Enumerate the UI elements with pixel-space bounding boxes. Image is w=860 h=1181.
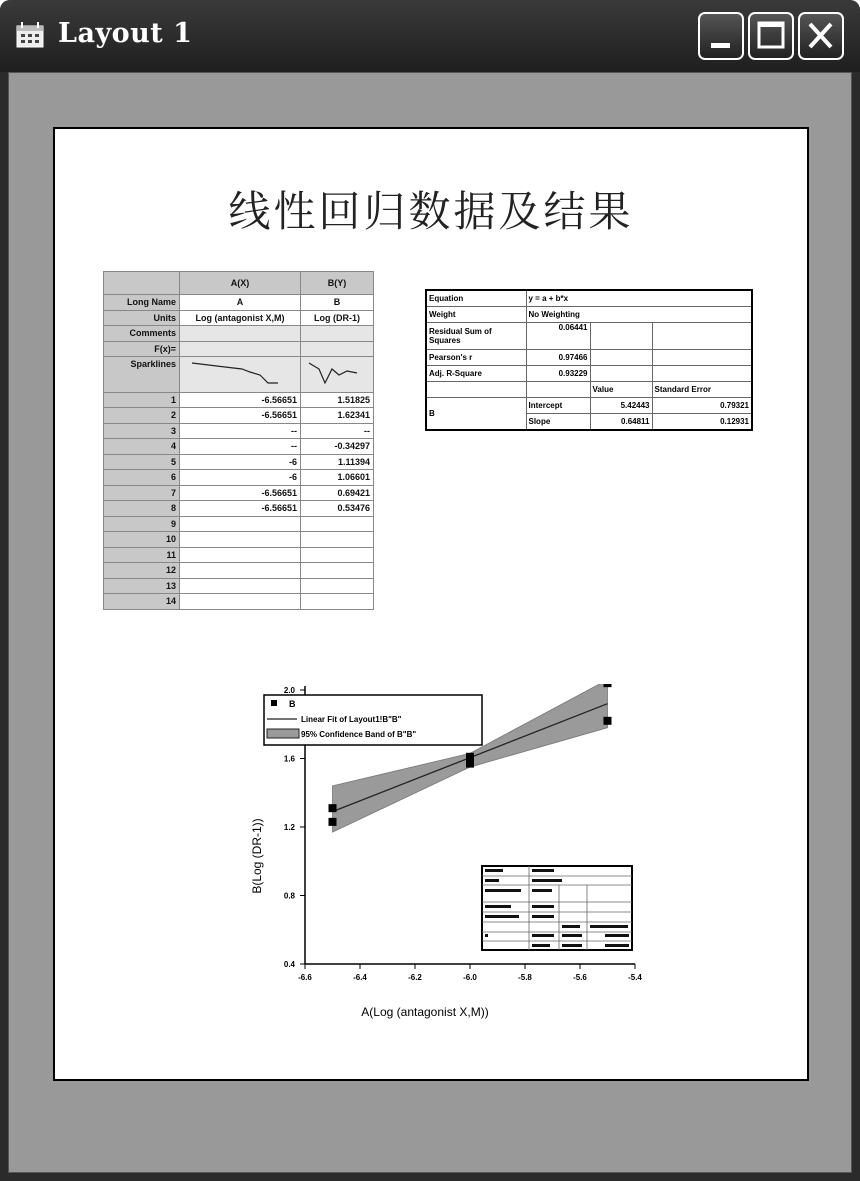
- layout-page[interactable]: [53, 127, 809, 1081]
- data-point: [604, 684, 612, 687]
- fx-row: [104, 341, 374, 357]
- empty-cell: [652, 323, 752, 350]
- cell-a[interactable]: -6: [180, 470, 301, 486]
- row-label: Sparklines: [104, 357, 180, 393]
- legend-item-points: B: [289, 699, 296, 709]
- table-row: [104, 485, 374, 501]
- sparkline-a: [180, 357, 300, 387]
- table-row: [426, 350, 752, 366]
- minimize-icon: [700, 14, 742, 58]
- x-tick-label: -6.2: [408, 973, 422, 982]
- cell-a[interactable]: -6.56651: [180, 485, 301, 501]
- row-label: Long Name: [104, 295, 180, 311]
- label-cell: Slope: [526, 414, 590, 431]
- sparklines-row: [104, 357, 374, 393]
- cell-b[interactable]: [301, 547, 374, 563]
- table-row: [104, 563, 374, 579]
- row-number[interactable]: 12: [104, 563, 180, 579]
- row-label: F(x)=: [104, 341, 180, 357]
- legend-point-symbol: [271, 700, 277, 706]
- header-cell: Standard Error: [652, 382, 752, 398]
- sparkline-cell: [180, 357, 301, 393]
- row-number[interactable]: 13: [104, 578, 180, 594]
- cell-a[interactable]: [180, 594, 301, 610]
- row-number[interactable]: 5: [104, 454, 180, 470]
- data-point: [466, 760, 474, 768]
- y-axis-label: B(Log (DR-1)): [250, 818, 264, 894]
- legend-band-symbol: [267, 729, 299, 738]
- data-point: [329, 818, 337, 826]
- row-number[interactable]: 14: [104, 594, 180, 610]
- row-number[interactable]: 11: [104, 547, 180, 563]
- cell: [301, 326, 374, 342]
- cell-b[interactable]: 1.51825: [301, 392, 374, 408]
- label-cell: Equation: [426, 290, 526, 307]
- value-cell: 0.64811: [590, 414, 652, 431]
- empty-cell: [426, 382, 526, 398]
- y-tick-label: 0.8: [283, 891, 295, 901]
- empty-cell: [652, 350, 752, 366]
- value-cell: 0.79321: [652, 398, 752, 414]
- row-number[interactable]: 9: [104, 516, 180, 532]
- table-row: [426, 366, 752, 382]
- row-number[interactable]: 7: [104, 485, 180, 501]
- cell: Log (antagonist X,M): [180, 310, 301, 326]
- cell: [180, 326, 301, 342]
- label-cell: Weight: [426, 307, 526, 323]
- cell-a[interactable]: -6.56651: [180, 501, 301, 517]
- maximize-button[interactable]: [748, 12, 794, 60]
- empty-cell: [590, 350, 652, 366]
- table-row: [426, 290, 752, 307]
- cell-b[interactable]: 0.69421: [301, 485, 374, 501]
- cell-a[interactable]: [180, 547, 301, 563]
- row-label: Units: [104, 310, 180, 326]
- x-tick-label: -5.8: [518, 973, 532, 982]
- label-cell: Pearson's r: [426, 350, 526, 366]
- cell-a[interactable]: [180, 578, 301, 594]
- table-row: [426, 382, 752, 398]
- title-bar[interactable]: [0, 0, 860, 72]
- y-tick-label: 2.0: [283, 686, 295, 695]
- table-row: [104, 408, 374, 424]
- table-row: [104, 454, 374, 470]
- row-number[interactable]: 8: [104, 501, 180, 517]
- row-number[interactable]: 4: [104, 439, 180, 455]
- cell: [301, 341, 374, 357]
- worksheet-image[interactable]: [103, 271, 373, 625]
- table-row: [104, 439, 374, 455]
- row-number[interactable]: 3: [104, 423, 180, 439]
- x-axis-label: A(Log (antagonist X,M)): [361, 1005, 489, 1019]
- row-number[interactable]: 6: [104, 470, 180, 486]
- table-row: [104, 423, 374, 439]
- long-name-row: [104, 295, 374, 311]
- table-row: [104, 470, 374, 486]
- column-header-b: B(Y): [301, 272, 374, 295]
- corner-cell: [104, 272, 180, 295]
- close-icon: [800, 14, 842, 58]
- cell: Log (DR-1): [301, 310, 374, 326]
- graph-legend: [264, 695, 482, 745]
- param-cell: B: [426, 398, 526, 431]
- label-cell: Residual Sum of Squares: [426, 323, 526, 350]
- cell-b[interactable]: 0.53476: [301, 501, 374, 517]
- window-title: Layout 1: [58, 18, 193, 49]
- empty-cell: [590, 366, 652, 382]
- y-tick-label: 0.4: [283, 960, 295, 969]
- value-cell: y = a + b*x: [526, 290, 752, 307]
- row-label: Comments: [104, 326, 180, 342]
- cell-a[interactable]: [180, 532, 301, 548]
- cell-b[interactable]: [301, 578, 374, 594]
- value-cell: 5.42443: [590, 398, 652, 414]
- value-cell: 0.97466: [526, 350, 590, 366]
- sparkline-cell: [301, 357, 374, 393]
- y-tick-label: 1.6: [283, 754, 295, 764]
- cell-a[interactable]: --: [180, 423, 301, 439]
- cell-b[interactable]: [301, 516, 374, 532]
- column-header-row: [104, 272, 374, 295]
- cell-a[interactable]: [180, 516, 301, 532]
- table-row: [104, 392, 374, 408]
- x-tick-label: -6.6: [298, 973, 312, 982]
- table-row: [426, 323, 752, 350]
- x-tick-label: -6.4: [353, 973, 367, 982]
- regression-graph[interactable]: [195, 684, 655, 1024]
- row-number[interactable]: 2: [104, 408, 180, 424]
- page-title: 线性回归数据及结果: [228, 187, 634, 236]
- table-row: [426, 307, 752, 323]
- cell: A: [180, 295, 301, 311]
- header-cell: Value: [590, 382, 652, 398]
- cell-b[interactable]: 1.11394: [301, 454, 374, 470]
- legend-item-band: 95% Confidence Band of B"B": [301, 730, 417, 739]
- empty-cell: [526, 382, 590, 398]
- table-row: [104, 578, 374, 594]
- cell-a[interactable]: --: [180, 439, 301, 455]
- cell-b[interactable]: 1.06601: [301, 470, 374, 486]
- cell-b[interactable]: --: [301, 423, 374, 439]
- inset-results-table: [482, 866, 632, 950]
- comments-row: [104, 326, 374, 342]
- minimize-button[interactable]: [698, 12, 744, 60]
- table-row: [104, 594, 374, 610]
- value-cell: No Weighting: [526, 307, 752, 323]
- value-cell: 0.93229: [526, 366, 590, 382]
- empty-cell: [652, 366, 752, 382]
- table-row: [104, 516, 374, 532]
- table-row: [104, 501, 374, 517]
- sparkline-b: [301, 357, 373, 387]
- cell-b[interactable]: -0.34297: [301, 439, 374, 455]
- table-row: [104, 547, 374, 563]
- data-point: [604, 717, 612, 725]
- row-number[interactable]: 10: [104, 532, 180, 548]
- column-header-a: A(X): [180, 272, 301, 295]
- close-button[interactable]: [798, 12, 844, 60]
- cell-a[interactable]: -6: [180, 454, 301, 470]
- cell-a[interactable]: [180, 563, 301, 579]
- cell: [180, 341, 301, 357]
- table-row: [426, 398, 752, 414]
- cell: B: [301, 295, 374, 311]
- table-row: [104, 532, 374, 548]
- y-tick-label: 1.2: [283, 823, 295, 832]
- value-cell: 0.06441: [526, 323, 590, 350]
- value-cell: 0.12931: [652, 414, 752, 431]
- label-cell: Intercept: [526, 398, 590, 414]
- data-point: [466, 753, 474, 761]
- cell-b[interactable]: [301, 594, 374, 610]
- cell-b[interactable]: [301, 532, 374, 548]
- empty-cell: [590, 323, 652, 350]
- units-row: [104, 310, 374, 326]
- x-tick-label: -6.0: [463, 973, 477, 982]
- results-table[interactable]: [425, 289, 751, 431]
- cell-b[interactable]: 1.62341: [301, 408, 374, 424]
- layout-icon: [16, 22, 44, 48]
- row-number[interactable]: 1: [104, 392, 180, 408]
- legend-item-fit: Linear Fit of Layout1!B"B": [301, 715, 402, 724]
- label-cell: Adj. R-Square: [426, 366, 526, 382]
- cell-a[interactable]: -6.56651: [180, 408, 301, 424]
- cell-b[interactable]: [301, 563, 374, 579]
- x-tick-label: -5.4: [628, 973, 642, 982]
- maximize-icon: [750, 14, 792, 58]
- data-point: [329, 804, 337, 812]
- cell-a[interactable]: -6.56651: [180, 392, 301, 408]
- x-tick-label: -5.6: [573, 973, 587, 982]
